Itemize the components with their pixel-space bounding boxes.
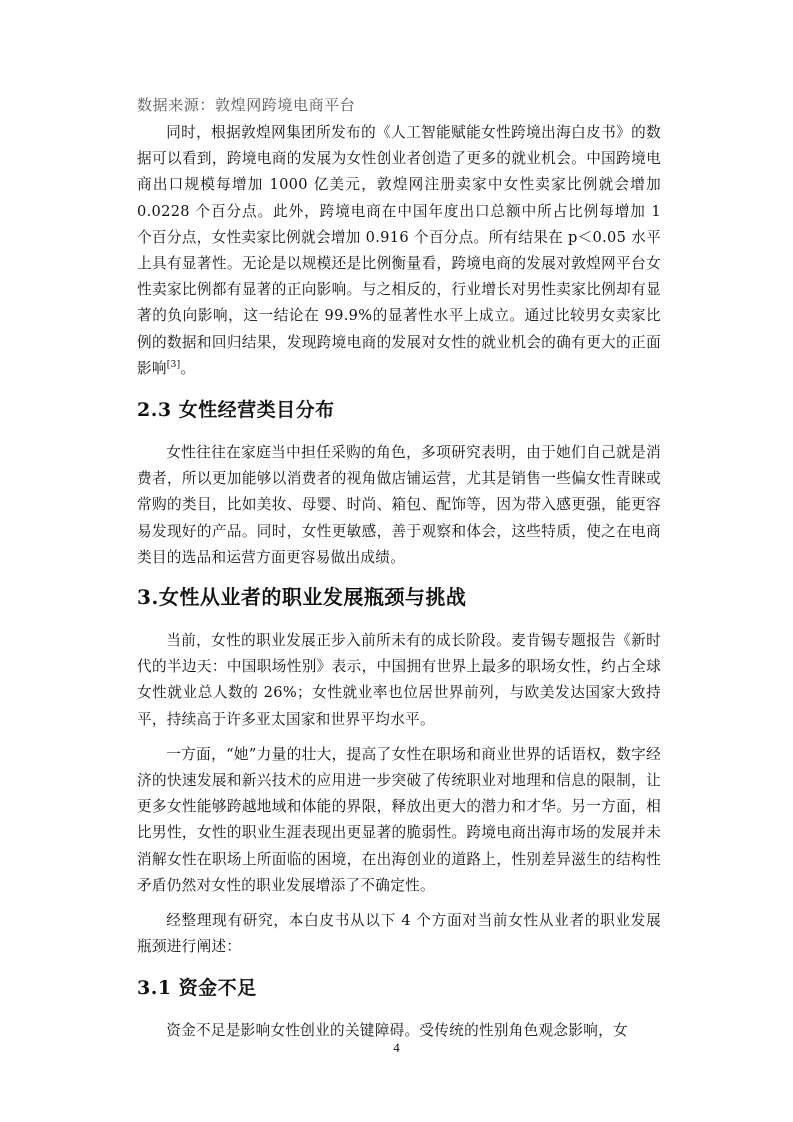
paragraph-end: 。 [180, 359, 196, 377]
data-source-caption: 数据来源：敦煌网跨境电商平台 [137, 96, 356, 114]
paragraph-text: 同时，根据敦煌网集团所发布的《人工智能赋能女性跨境出海白皮书》的数据可以看到，跨境电商的发展为女性创业者创造了更多的就业机会。中国跨境电商出口规模每增加 1000 亿美元，敦煌网注册卖家中女性卖家比例就会增加 0.0228 个百分点。此外，跨境电商在中国年度出口总额中所占比例每增加 1 个百分点，女性卖家比例就会增加 0.916 个百分点。所有结果在 p＜0.05 水平上具有显著性。无论是以规模还是比例衡量看，跨境电商的发展对敦煌网平台女性卖家比例都有显著的正向影响。与之相反的，行业增长对男性卖家比例却有显著的负向影响，这一结论在 99.9%的显著性水平上成立。通过比较男女卖家比例的数据和回归结果，发现跨境电商的发展对女性的就业机会的确有更大的正面影响 [137, 124, 661, 377]
section-heading-2-3: 2.3 女性经营类目分布 [137, 399, 335, 422]
paragraph-category-distribution: 女性往往在家庭当中担任采购的角色，多项研究表明，由于她们自己就是消费者，所以更加能够以消费者的视角做店铺运营，尤其是销售一些偏女性青睐或常购的类目，比如美妆、母婴、时尚、箱包、配饰等，因为带入感更强，能更容易发现好的产品。同时，女性更敏感，善于观察和体会，这些特质，使之在电商类目的选品和运营方面更容易做出成绩。 [137, 444, 661, 566]
paragraph-cross-border-employment [137, 120, 661, 382]
citation-reference: [3] [166, 359, 181, 370]
paragraph-insufficient-funds: 资金不足是影响女性创业的关键障碍。受传统的性别角色观念影响，女 [166, 1022, 628, 1040]
section-heading-3: 3.女性从业者的职业发展瓶颈与挑战 [137, 585, 467, 610]
page-content [137, 92, 661, 1045]
paragraph-her-power: 一方面，“她”力量的壮大，提高了女性在职场和商业世界的话语权，数字经济的快速发展和新兴技术的应用进一步突破了传统职业对地理和信息的限制，让更多女性能够跨越地域和体能的界限，释放出更大的潜力和才华。另一方面，相比男性，女性的职业生涯表现出更显著的脆弱性。跨境电商出海市场的发展并未消解女性在职场上所面临的困境，在出海创业的道路上，性别差异滋生的结构性矛盾仍然对女性的职业发展增添了不确定性。 [137, 745, 661, 894]
paragraph-career-development: 当前，女性的职业发展正步入前所未有的成长阶段。麦肯锡专题报告《新时代的半边天：中国职场性别》表示，中国拥有世界上最多的职场女性，约占全球女性就业总人数的 26%；女性就业率也位居世界前列，与欧美发达国家大致持平，持续高于许多亚太国家和世界平均水平。 [137, 632, 661, 728]
section-heading-3-1: 3.1 资金不足 [137, 977, 257, 1000]
paragraph-research-summary: 经整理现有研究，本白皮书从以下 4 个方面对当前女性从业者的职业发展瓶颈进行阐述： [137, 912, 661, 956]
page-number: 4 [393, 1040, 400, 1055]
